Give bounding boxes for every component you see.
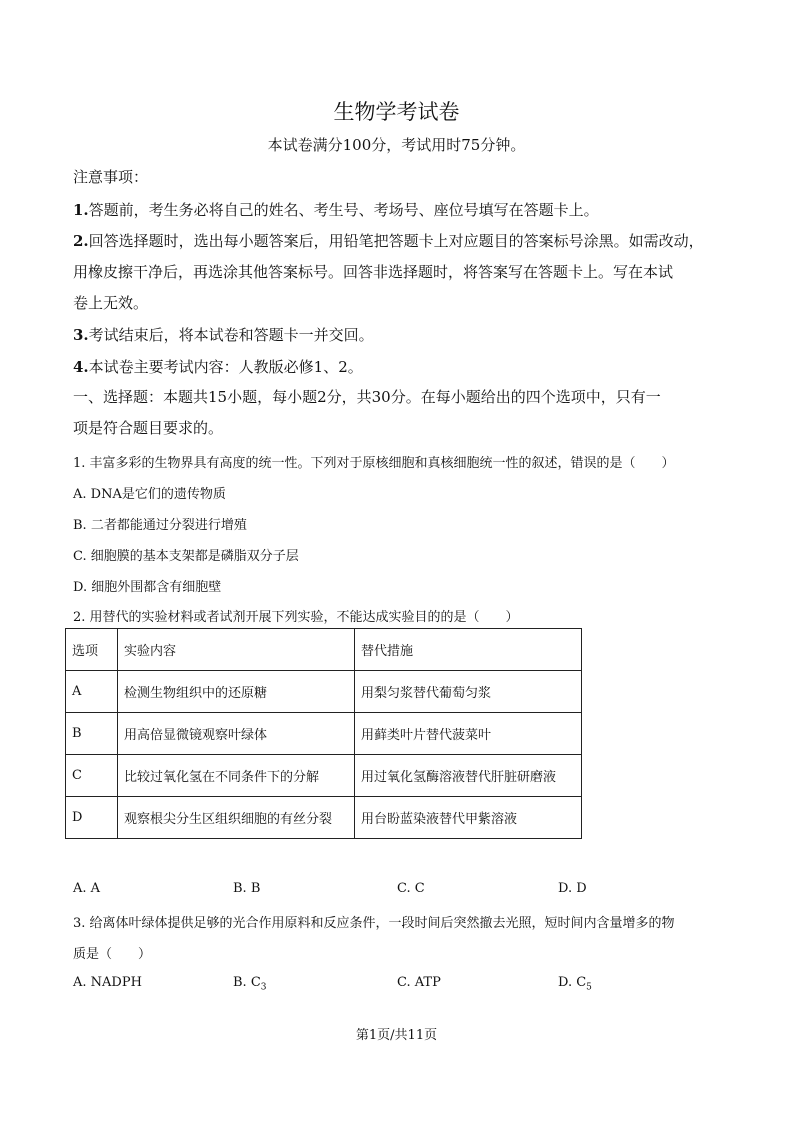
option-text: D. C bbox=[558, 975, 587, 990]
note-number: 4. bbox=[73, 358, 89, 376]
question-2-option-a: A. A bbox=[73, 881, 101, 896]
table-cell: 用台盼蓝染液替代甲紫溶液 bbox=[355, 797, 582, 839]
subscript: 3 bbox=[260, 982, 267, 993]
note-text: 考试结束后，将本试卷和答题卡一并交回。 bbox=[88, 326, 374, 344]
table-cell: B bbox=[66, 713, 118, 755]
table-row bbox=[66, 713, 582, 755]
table-cell: 观察根尖分生区组织细胞的有丝分裂 bbox=[118, 797, 355, 839]
page-title: 生物学考试卷 bbox=[333, 100, 460, 124]
table-header-cell: 选项 bbox=[66, 629, 118, 671]
question-3-option-b bbox=[233, 975, 267, 993]
question-2-option-c: C. C bbox=[397, 881, 425, 896]
note-item-2-line2: 用橡皮擦干净后，再选涂其他答案标号。回答非选择题时，将答案写在答题卡上。写在本试 bbox=[73, 263, 674, 281]
note-number: 2. bbox=[73, 232, 89, 250]
note-number: 1. bbox=[73, 201, 89, 219]
question-1-option-d: D. 细胞外围都含有细胞壁 bbox=[73, 580, 222, 595]
table-row bbox=[66, 755, 582, 797]
table-cell: 比较过氧化氢在不同条件下的分解 bbox=[118, 755, 355, 797]
table-cell: 用高倍显微镜观察叶绿体 bbox=[118, 713, 355, 755]
notes-heading: 注意事项： bbox=[73, 168, 149, 186]
table-cell: 检测生物组织中的还原糖 bbox=[118, 671, 355, 713]
experiment-table bbox=[65, 628, 582, 839]
question-3-stem-line2: 质是（ ） bbox=[73, 947, 152, 962]
option-text: B. C bbox=[233, 975, 261, 990]
note-number: 3. bbox=[73, 326, 89, 344]
table-cell: 用过氧化氢酶溶液替代肝脏研磨液 bbox=[355, 755, 582, 797]
table-cell: 用梨匀浆替代葡萄匀浆 bbox=[355, 671, 582, 713]
note-item-2-line3: 卷上无效。 bbox=[73, 294, 149, 312]
question-2-stem: 2. 用替代的实验材料或者试剂开展下列实验，不能达成实验目的的是（ ） bbox=[73, 610, 519, 625]
table-header-cell: 替代措施 bbox=[355, 629, 582, 671]
question-2-option-d: D. D bbox=[558, 881, 587, 896]
question-3-option-a: A. NADPH bbox=[73, 975, 142, 990]
question-3-option-c: C. ATP bbox=[397, 975, 441, 990]
table-row bbox=[66, 671, 582, 713]
question-1-option-b: B. 二者都能通过分裂进行增殖 bbox=[73, 518, 247, 533]
note-text: 答题前，考生务必将自己的姓名、考生号、考场号、座位号填写在答题卡上。 bbox=[88, 201, 599, 219]
table-cell: 用藓类叶片替代菠菜叶 bbox=[355, 713, 582, 755]
table-header-cell: 实验内容 bbox=[118, 629, 355, 671]
section-heading-line1: 一、选择题：本题共15小题，每小题2分，共30分。在每小题给出的四个选项中，只有一 bbox=[73, 388, 661, 406]
exam-subtitle: 本试卷满分100分，考试用时75分钟。 bbox=[267, 136, 526, 154]
note-text: 本试卷主要考试内容：人教版必修1、2。 bbox=[88, 358, 363, 376]
table-cell: A bbox=[66, 671, 118, 713]
question-3-option-d bbox=[558, 975, 592, 993]
note-item-3 bbox=[73, 324, 374, 345]
table-row bbox=[66, 797, 582, 839]
section-heading-line2: 项是符合题目要求的。 bbox=[73, 419, 224, 437]
subscript: 5 bbox=[586, 982, 592, 993]
question-3-stem: 3. 给离体叶绿体提供足够的光合作用原料和反应条件，一段时间后突然撤去光照，短时间内含量增多的物 bbox=[73, 916, 675, 931]
note-text: 回答选择题时，选出每小题答案后，用铅笔把答题卡上对应题目的答案标号涂黑。如需改动， bbox=[88, 232, 704, 250]
note-item-2 bbox=[73, 230, 704, 251]
note-item-4 bbox=[73, 356, 363, 377]
page-footer: 第1页/共11页 bbox=[355, 1028, 438, 1043]
question-2-option-b: B. B bbox=[233, 881, 261, 896]
table-cell: C bbox=[66, 755, 118, 797]
note-item-1 bbox=[73, 199, 599, 220]
question-1-option-a: A. DNA是它们的遗传物质 bbox=[73, 487, 226, 502]
question-1-stem: 1. 丰富多彩的生物界具有高度的统一性。下列对于原核细胞和真核细胞统一性的叙述，错误的是（ ） bbox=[73, 456, 675, 471]
table-cell: D bbox=[66, 797, 118, 839]
question-1-option-c: C. 细胞膜的基本支架都是磷脂双分子层 bbox=[73, 549, 299, 564]
table-header-row bbox=[66, 629, 582, 671]
